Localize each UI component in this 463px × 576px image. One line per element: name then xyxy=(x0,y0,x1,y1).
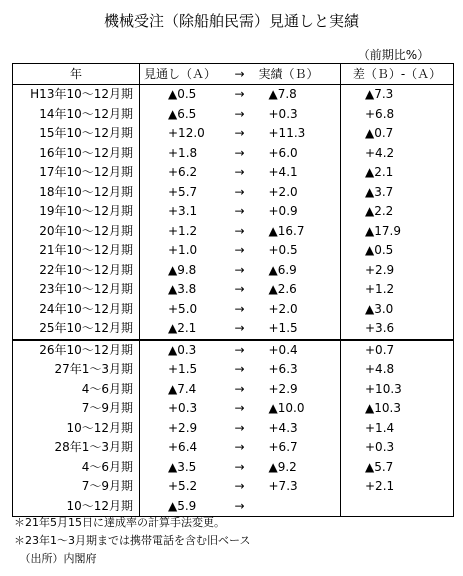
table-row xyxy=(13,202,454,222)
cell-actual: +1.5 xyxy=(268,321,298,335)
cell-forecast: +1.8 xyxy=(168,145,198,160)
table-row xyxy=(13,144,454,164)
cell-arrow: → xyxy=(234,401,245,415)
cell-forecast: +1.0 xyxy=(168,243,198,257)
cell-actual: +2.0 xyxy=(268,184,298,199)
cell-arrow: → xyxy=(234,262,245,277)
cell-forecast: ▲3.5 xyxy=(168,459,197,474)
table-row xyxy=(13,419,454,439)
table-row xyxy=(13,380,454,400)
cell-diff: ▲10.3 xyxy=(341,399,454,419)
cell-arrow: → xyxy=(234,106,245,121)
cell-diff: ▲2.1 xyxy=(341,163,454,183)
cell-arrow: → xyxy=(234,362,245,376)
cell-forecast: ▲2.1 xyxy=(168,321,197,335)
cell-actual: ▲10.0 xyxy=(268,401,305,415)
table-row xyxy=(13,85,454,105)
cell-forecast: +2.9 xyxy=(168,420,198,435)
cell-diff: ▲3.0 xyxy=(341,300,454,320)
cell-forecast: +3.1 xyxy=(168,204,198,218)
cell-actual: +0.5 xyxy=(268,243,298,257)
header-diff: 差（Ｂ）-（Ａ） xyxy=(341,64,454,85)
cell-diff: ▲2.2 xyxy=(341,202,454,222)
cell-period: 17年10～12月期 xyxy=(13,163,140,183)
cell-diff: +2.9 xyxy=(341,261,454,281)
cell-forecast: ▲7.4 xyxy=(168,381,197,396)
cell-actual: +11.3 xyxy=(268,126,306,140)
header-year: 年 xyxy=(13,64,140,85)
cell-diff: ▲7.3 xyxy=(341,85,454,105)
cell-diff: ▲17.9 xyxy=(341,222,454,242)
cell-period: 15年10～12月期 xyxy=(13,124,140,144)
table-row xyxy=(13,163,454,183)
note-source: （出所）内閣府 xyxy=(14,552,97,565)
cell-period: 18年10～12月期 xyxy=(13,183,140,203)
cell-forecast: ▲5.9 xyxy=(168,498,197,513)
cell-arrow: → xyxy=(234,381,245,396)
table-body xyxy=(13,85,454,517)
table-row xyxy=(13,319,454,340)
cell-period: 27年1～3月期 xyxy=(13,360,140,380)
cell-arrow: → xyxy=(234,126,245,140)
cell-diff xyxy=(341,497,454,517)
cell-diff: ▲5.7 xyxy=(341,458,454,478)
cell-diff: +0.3 xyxy=(341,438,454,458)
cell-arrow: → xyxy=(234,282,245,296)
cell-actual: +7.3 xyxy=(268,479,298,493)
cell-arrow: → xyxy=(234,440,245,454)
table-header-row xyxy=(13,64,454,85)
cell-actual: +4.1 xyxy=(268,165,298,179)
table-row xyxy=(13,241,454,261)
cell-forecast: +1.5 xyxy=(168,362,198,376)
table-row xyxy=(13,124,454,144)
cell-diff: ▲0.5 xyxy=(341,241,454,261)
table-row xyxy=(13,458,454,478)
cell-period: 10～12月期 xyxy=(13,419,140,439)
cell-period: 7～9月期 xyxy=(13,399,140,419)
cell-diff: +4.2 xyxy=(341,144,454,164)
cell-diff: +1.4 xyxy=(341,419,454,439)
cell-arrow: → xyxy=(234,243,245,257)
cell-actual: ▲9.2 xyxy=(268,459,297,474)
table-row xyxy=(13,183,454,203)
header-actual: 実績（Ｂ） xyxy=(255,64,341,85)
cell-diff: ▲0.7 xyxy=(341,124,454,144)
table-row xyxy=(13,360,454,380)
page-title: 機械受注（除船舶民需）見通しと実績 xyxy=(103,12,359,30)
cell-diff: +3.6 xyxy=(341,319,454,340)
unit-label: （前期比%） xyxy=(357,48,430,62)
cell-period: 16年10～12月期 xyxy=(13,144,140,164)
cell-period: 28年1～3月期 xyxy=(13,438,140,458)
cell-forecast: ▲9.8 xyxy=(168,262,197,277)
cell-forecast: ▲6.5 xyxy=(168,106,197,121)
header-forecast: 見通し（Ａ） xyxy=(140,64,225,85)
cell-arrow: → xyxy=(234,184,245,199)
cell-period: 14年10～12月期 xyxy=(13,105,140,125)
table-row xyxy=(13,300,454,320)
table-row xyxy=(13,222,454,242)
cell-actual: ▲7.8 xyxy=(268,87,297,101)
cell-arrow: → xyxy=(234,420,245,435)
cell-forecast: +12.0 xyxy=(168,126,205,140)
cell-arrow: → xyxy=(225,340,255,361)
cell-period: H13年10～12月期 xyxy=(13,85,140,105)
forecast-actual-table xyxy=(12,63,454,517)
table-row xyxy=(13,261,454,281)
cell-diff: +10.3 xyxy=(341,380,454,400)
cell-forecast: ▲0.5 xyxy=(168,87,197,101)
cell-diff: +0.7 xyxy=(341,340,454,361)
cell-arrow: → xyxy=(234,459,245,474)
cell-arrow: → xyxy=(234,223,245,238)
table-row xyxy=(13,438,454,458)
cell-arrow: → xyxy=(234,204,245,218)
cell-diff: +1.2 xyxy=(341,280,454,300)
cell-actual: ▲16.7 xyxy=(268,223,305,238)
table-row xyxy=(13,399,454,419)
table-row xyxy=(13,477,454,497)
cell-actual: +6.3 xyxy=(268,362,298,376)
cell-period: 23年10～12月期 xyxy=(13,280,140,300)
cell-actual: +0.9 xyxy=(268,204,298,218)
cell-actual: +4.3 xyxy=(268,420,298,435)
cell-actual: +6.7 xyxy=(268,440,298,454)
cell-period: 25年10～12月期 xyxy=(13,319,140,340)
cell-arrow: → xyxy=(234,479,245,493)
table-row xyxy=(13,105,454,125)
cell-forecast: +5.7 xyxy=(168,184,198,199)
cell-period: 26年10～12月期 xyxy=(13,340,140,361)
cell-actual xyxy=(255,497,341,517)
cell-period: 22年10～12月期 xyxy=(13,261,140,281)
cell-arrow: → xyxy=(234,301,245,316)
table-row xyxy=(13,280,454,300)
cell-arrow: → xyxy=(234,87,245,101)
cell-diff: +2.1 xyxy=(341,477,454,497)
cell-period: 24年10～12月期 xyxy=(13,300,140,320)
cell-forecast: +6.4 xyxy=(168,440,198,454)
cell-forecast: ▲3.8 xyxy=(168,282,197,296)
cell-period: 4～6月期 xyxy=(13,458,140,478)
cell-actual: +2.0 xyxy=(268,301,298,316)
cell-diff: ▲3.7 xyxy=(341,183,454,203)
cell-arrow: → xyxy=(234,145,245,160)
cell-diff: +6.8 xyxy=(341,105,454,125)
cell-period: 4～6月期 xyxy=(13,380,140,400)
cell-period: 21年10～12月期 xyxy=(13,241,140,261)
cell-forecast: ▲0.3 xyxy=(140,340,225,361)
cell-actual: ▲2.6 xyxy=(268,282,297,296)
cell-forecast: +0.3 xyxy=(168,401,198,415)
cell-actual: +0.4 xyxy=(255,340,341,361)
cell-period: 7～9月期 xyxy=(13,477,140,497)
cell-forecast: +1.2 xyxy=(168,223,198,238)
cell-actual: ▲6.9 xyxy=(268,262,297,277)
cell-period: 19年10～12月期 xyxy=(13,202,140,222)
cell-actual: +6.0 xyxy=(268,145,298,160)
note-calculation-change: ＊21年5月15日に達成率の計算手法変更。 xyxy=(14,516,225,529)
header-arrow: → xyxy=(225,64,255,85)
cell-forecast: +6.2 xyxy=(168,165,198,179)
cell-arrow: → xyxy=(234,498,245,513)
cell-forecast: +5.2 xyxy=(168,479,198,493)
cell-period: 20年10～12月期 xyxy=(13,222,140,242)
cell-diff: +4.8 xyxy=(341,360,454,380)
cell-actual: +0.3 xyxy=(268,106,298,121)
cell-period: 10～12月期 xyxy=(13,497,140,517)
cell-arrow: → xyxy=(234,165,245,179)
cell-actual: +2.9 xyxy=(268,381,298,396)
cell-arrow: → xyxy=(234,321,245,335)
note-old-basis: ＊23年1～3月期までは携帯電話を含む旧ベース xyxy=(14,534,251,547)
table-row xyxy=(13,340,454,361)
cell-forecast: +5.0 xyxy=(168,301,198,316)
